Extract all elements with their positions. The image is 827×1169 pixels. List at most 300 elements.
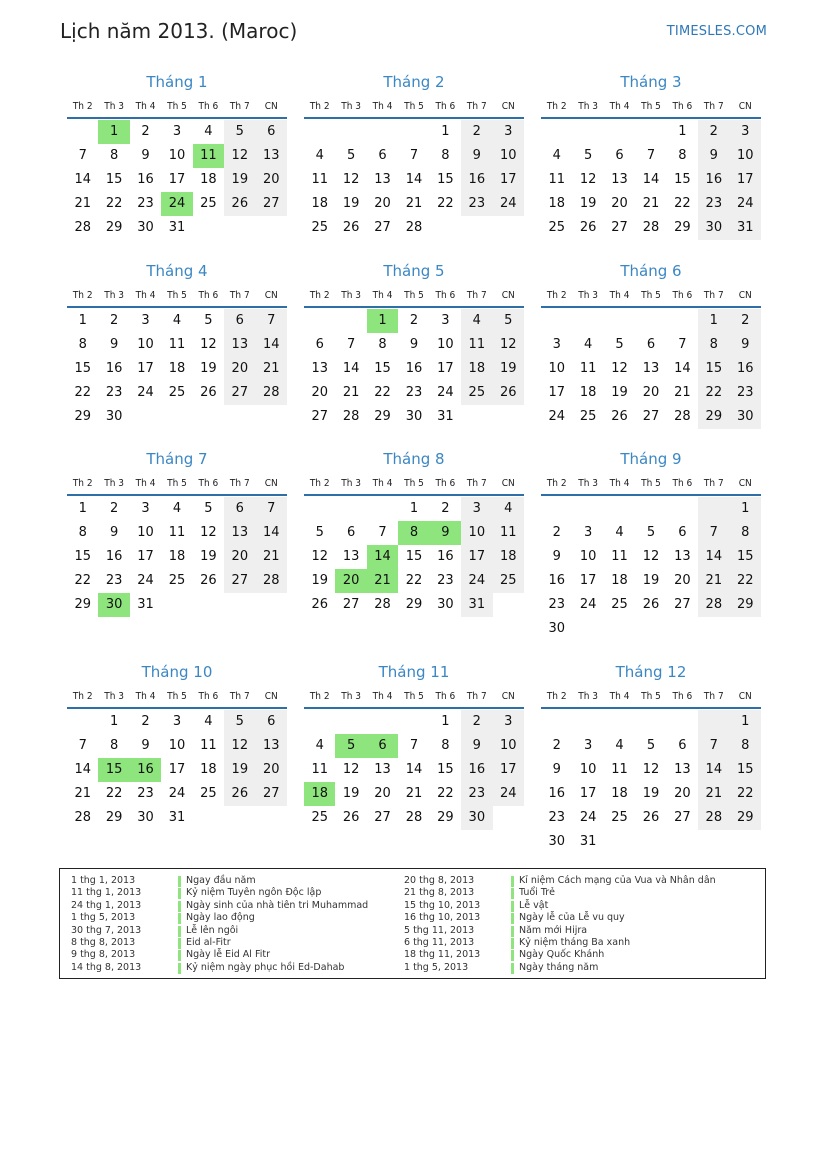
day-cell: 20 — [256, 168, 287, 192]
day-cell: 18 — [200, 762, 217, 777]
month-calendar — [541, 662, 761, 854]
day-cell: 20 — [374, 196, 391, 211]
day-cell: 1 — [698, 309, 729, 333]
month-calendar — [304, 72, 524, 240]
holiday-marker — [511, 888, 514, 899]
day-cell: 3 — [583, 525, 593, 540]
legend-date: 11 thg 1, 2013 — [71, 887, 142, 899]
day-cell: 11 — [168, 337, 186, 352]
legend-date: 20 thg 8, 2013 — [404, 875, 475, 886]
day-cell: 19 — [200, 549, 217, 564]
day-cell: 15 — [98, 758, 129, 782]
weekday-label: Th 4 — [609, 478, 630, 489]
day-cell: 2 — [461, 120, 492, 144]
day-cell: 16 — [548, 573, 565, 588]
day-cell: 31 — [137, 597, 154, 612]
day-cell: 1 — [98, 120, 129, 144]
day-cell: 26 — [200, 573, 217, 588]
day-cell: 5 — [646, 525, 656, 540]
legend-item — [60, 900, 368, 912]
weekday-header — [304, 473, 524, 496]
holiday-marker — [178, 938, 181, 949]
weekday-label: Th 6 — [198, 290, 219, 301]
legend-item — [393, 887, 716, 899]
day-cell: 9 — [552, 762, 561, 777]
legend-date: 5 thg 11, 2013 — [404, 924, 475, 936]
month-calendar — [541, 261, 761, 429]
day-cell: 21 — [405, 196, 423, 211]
day-cell: 26 — [224, 192, 255, 216]
day-grid — [541, 309, 761, 429]
day-cell: 31 — [579, 834, 597, 849]
month-row — [67, 662, 761, 854]
day-cell: 15 — [698, 357, 729, 381]
day-cell: 14 — [642, 172, 660, 187]
day-grid — [304, 309, 524, 429]
empty-day-cell — [398, 710, 429, 734]
weekday-label: Th 5 — [167, 691, 187, 702]
day-cell: 8 — [730, 521, 761, 545]
day-cell: 6 — [646, 337, 656, 352]
day-cell: 26 — [611, 409, 628, 424]
day-cell: 23 — [461, 782, 492, 806]
day-cell: 11 — [311, 172, 328, 187]
weekday-label: Th 6 — [435, 290, 456, 301]
month-calendar — [541, 449, 761, 641]
month-name: Tháng 10 — [141, 663, 213, 681]
weekday-label: Th 2 — [309, 101, 330, 112]
weekday-label: Th 5 — [404, 290, 424, 301]
day-cell: 20 — [224, 357, 255, 381]
weekday-label: Th 6 — [198, 478, 219, 489]
weekday-label: Th 2 — [72, 691, 93, 702]
weekday-header — [67, 96, 287, 119]
weekday-label: Th 6 — [435, 478, 456, 489]
day-cell: 22 — [105, 196, 123, 211]
legend-date: 8 thg 8, 2013 — [71, 936, 136, 948]
weekday-label: Th 2 — [546, 691, 567, 702]
day-cell: 16 — [137, 172, 154, 187]
day-cell: 25 — [200, 786, 217, 801]
day-cell: 11 — [611, 762, 628, 777]
day-cell: 14 — [342, 361, 360, 376]
empty-day-cell — [430, 216, 461, 240]
day-cell: 18 — [304, 782, 335, 806]
day-cell: 26 — [224, 782, 255, 806]
empty-day-cell — [161, 405, 192, 429]
day-cell: 3 — [441, 313, 450, 328]
holiday-marker — [178, 876, 181, 887]
weekday-label: Th 3 — [104, 691, 125, 702]
weekday-label: Th 7 — [466, 691, 487, 702]
weekday-label: Th 3 — [341, 691, 362, 702]
legend-date: 6 thg 11, 2013 — [404, 936, 475, 948]
day-cell: 4 — [204, 714, 213, 729]
day-cell: 4 — [583, 337, 593, 352]
empty-day-cell — [698, 497, 729, 521]
day-cell: 21 — [342, 385, 360, 400]
weekday-label: Th 2 — [309, 478, 330, 489]
weekday-label: Th 7 — [703, 691, 724, 702]
day-grid — [541, 120, 761, 240]
day-cell: 3 — [552, 337, 561, 352]
legend-item — [393, 949, 716, 961]
legend-holiday-name: Ngày tháng năm — [519, 961, 599, 973]
empty-day-cell — [604, 497, 635, 521]
weekday-label: Th 4 — [135, 290, 156, 301]
legend-item — [60, 962, 368, 974]
month-row — [67, 72, 761, 240]
weekday-label: Th 6 — [198, 691, 219, 702]
day-cell: 21 — [405, 786, 423, 801]
day-cell: 30 — [137, 810, 154, 825]
day-grid — [67, 497, 287, 617]
day-cell: 11 — [461, 333, 492, 357]
day-cell: 3 — [583, 738, 593, 753]
day-cell: 4 — [315, 148, 324, 163]
day-cell: 19 — [642, 573, 660, 588]
day-cell: 28 — [642, 220, 660, 235]
empty-day-cell — [367, 497, 398, 521]
empty-day-cell — [461, 405, 492, 429]
day-cell: 13 — [342, 549, 360, 564]
weekday-header — [304, 686, 524, 709]
day-cell: 29 — [74, 597, 91, 612]
day-cell: 10 — [579, 762, 597, 777]
empty-day-cell — [667, 309, 698, 333]
legend-date: 16 thg 10, 2013 — [404, 912, 481, 924]
empty-day-cell — [730, 617, 761, 641]
weekday-label: Th 7 — [703, 101, 724, 112]
month-name: Tháng 5 — [383, 262, 445, 280]
day-cell: 3 — [493, 120, 524, 144]
day-cell: 27 — [674, 810, 691, 825]
weekday-label: Th 7 — [229, 691, 250, 702]
day-cell: 15 — [730, 545, 761, 569]
month-name: Tháng 3 — [620, 73, 682, 91]
day-cell: 25 — [611, 597, 628, 612]
legend-item — [393, 900, 716, 912]
weekday-label: Th 7 — [466, 478, 487, 489]
day-cell: 1 — [367, 309, 398, 333]
day-cell: 17 — [493, 168, 524, 192]
day-cell: 15 — [374, 361, 391, 376]
empty-day-cell — [541, 120, 572, 144]
day-cell: 31 — [437, 409, 454, 424]
legend-column-right — [393, 875, 716, 974]
day-cell: 9 — [109, 337, 119, 352]
day-cell: 16 — [405, 361, 423, 376]
day-cell: 2 — [109, 313, 119, 328]
day-cell: 18 — [579, 385, 597, 400]
empty-day-cell — [193, 405, 224, 429]
day-cell: 2 — [552, 525, 561, 540]
empty-day-cell — [256, 593, 287, 617]
day-cell: 24 — [579, 810, 597, 825]
weekday-label: CN — [501, 290, 515, 301]
day-cell: 19 — [311, 573, 328, 588]
day-cell: 21 — [74, 196, 91, 211]
holiday-marker — [178, 888, 181, 899]
day-cell: 8 — [109, 738, 119, 753]
day-cell: 21 — [698, 569, 729, 593]
weekday-label: CN — [264, 478, 278, 489]
day-cell: 28 — [674, 409, 691, 424]
empty-day-cell — [161, 593, 192, 617]
day-cell: 5 — [204, 501, 213, 516]
day-cell: 16 — [698, 168, 729, 192]
weekday-header — [304, 285, 524, 308]
day-cell: 6 — [367, 734, 398, 758]
day-cell: 2 — [141, 714, 150, 729]
day-grid — [541, 497, 761, 641]
day-cell: 16 — [461, 168, 492, 192]
day-cell: 28 — [256, 569, 287, 593]
day-cell: 17 — [461, 545, 492, 569]
day-cell: 1 — [730, 497, 761, 521]
day-cell: 10 — [493, 734, 524, 758]
day-cell: 5 — [646, 738, 656, 753]
day-cell: 1 — [441, 124, 450, 139]
empty-day-cell — [493, 593, 524, 617]
legend-holiday-name: Eid al-Fitr — [186, 936, 231, 948]
holiday-marker — [178, 963, 181, 974]
day-cell: 19 — [224, 168, 255, 192]
weekday-label: CN — [501, 478, 515, 489]
legend-date: 14 thg 8, 2013 — [71, 961, 142, 973]
weekday-label: Th 7 — [229, 290, 250, 301]
day-cell: 24 — [579, 597, 597, 612]
legend-item — [60, 875, 368, 887]
day-cell: 3 — [172, 714, 182, 729]
weekday-label: Th 2 — [309, 290, 330, 301]
holiday-marker — [511, 901, 514, 912]
day-cell: 23 — [105, 385, 123, 400]
empty-day-cell — [398, 120, 429, 144]
day-cell: 7 — [698, 521, 729, 545]
day-cell: 8 — [678, 148, 687, 163]
day-cell: 15 — [674, 172, 691, 187]
empty-day-cell — [256, 405, 287, 429]
day-cell: 25 — [311, 810, 328, 825]
day-cell: 6 — [346, 525, 356, 540]
month-calendar — [304, 449, 524, 641]
day-cell: 17 — [437, 361, 454, 376]
month-calendar — [67, 72, 287, 240]
legend-date: 15 thg 10, 2013 — [404, 899, 481, 911]
empty-day-cell — [667, 830, 698, 854]
day-cell: 9 — [409, 337, 419, 352]
holiday-marker — [511, 926, 514, 937]
weekday-label: CN — [738, 691, 752, 702]
day-cell: 11 — [168, 525, 186, 540]
empty-day-cell — [304, 710, 335, 734]
day-cell: 7 — [78, 148, 87, 163]
day-cell: 18 — [200, 172, 217, 187]
day-cell: 2 — [109, 501, 119, 516]
holiday-marker — [178, 901, 181, 912]
day-cell: 24 — [730, 192, 761, 216]
weekday-label: Th 7 — [229, 478, 250, 489]
day-cell: 5 — [615, 337, 624, 352]
weekday-label: Th 2 — [72, 101, 93, 112]
day-cell: 28 — [256, 381, 287, 405]
day-cell: 17 — [579, 786, 597, 801]
day-cell: 8 — [398, 521, 429, 545]
weekday-label: Th 3 — [578, 478, 599, 489]
day-cell: 26 — [311, 597, 328, 612]
day-cell: 20 — [335, 569, 366, 593]
day-cell: 11 — [193, 144, 224, 168]
day-cell: 4 — [172, 313, 182, 328]
day-cell: 23 — [730, 381, 761, 405]
day-cell: 17 — [168, 762, 186, 777]
empty-day-cell — [667, 497, 698, 521]
day-cell: 9 — [730, 333, 761, 357]
empty-day-cell — [635, 497, 666, 521]
day-cell: 27 — [256, 192, 287, 216]
day-cell: 19 — [200, 361, 217, 376]
day-cell: 7 — [409, 738, 419, 753]
day-cell: 12 — [642, 549, 660, 564]
empty-day-cell — [193, 806, 224, 830]
day-cell: 29 — [105, 810, 123, 825]
day-cell: 3 — [730, 120, 761, 144]
day-cell: 4 — [461, 309, 492, 333]
day-cell: 23 — [548, 597, 565, 612]
empty-day-cell — [604, 830, 635, 854]
empty-day-cell — [67, 710, 98, 734]
weekday-label: CN — [264, 290, 278, 301]
empty-day-cell — [698, 830, 729, 854]
day-cell: 13 — [224, 521, 255, 545]
month-name: Tháng 2 — [383, 73, 445, 91]
holiday-marker — [511, 876, 514, 887]
day-cell: 4 — [493, 497, 524, 521]
weekday-label: Th 6 — [672, 478, 693, 489]
site-link[interactable]: TIMESLES.COM — [666, 24, 767, 39]
empty-day-cell — [541, 497, 572, 521]
day-cell: 5 — [346, 148, 356, 163]
day-cell: 12 — [224, 144, 255, 168]
day-cell: 8 — [441, 148, 450, 163]
weekday-label: Th 4 — [609, 290, 630, 301]
weekday-label: Th 4 — [609, 691, 630, 702]
day-cell: 25 — [579, 409, 597, 424]
day-cell: 10 — [137, 337, 154, 352]
weekday-label: Th 5 — [641, 101, 661, 112]
empty-day-cell — [667, 617, 698, 641]
day-grid — [304, 497, 524, 617]
day-cell: 23 — [698, 192, 729, 216]
day-cell: 14 — [256, 521, 287, 545]
day-cell: 25 — [548, 220, 565, 235]
day-cell: 7 — [346, 337, 356, 352]
empty-day-cell — [604, 309, 635, 333]
weekday-label: CN — [738, 101, 752, 112]
weekday-label: Th 5 — [167, 478, 187, 489]
day-cell: 25 — [493, 569, 524, 593]
weekday-label: Th 6 — [198, 101, 219, 112]
day-cell: 1 — [409, 501, 419, 516]
day-cell: 27 — [224, 381, 255, 405]
day-cell: 24 — [437, 385, 454, 400]
day-cell: 21 — [256, 357, 287, 381]
day-cell: 18 — [311, 196, 328, 211]
empty-day-cell — [335, 120, 366, 144]
day-cell: 13 — [311, 361, 328, 376]
empty-day-cell — [224, 216, 255, 240]
month-row — [67, 449, 761, 641]
empty-day-cell — [572, 309, 603, 333]
day-cell: 13 — [611, 172, 628, 187]
day-cell: 3 — [172, 124, 182, 139]
month-name: Tháng 12 — [615, 663, 687, 681]
weekday-label: Th 6 — [672, 691, 693, 702]
holiday-marker — [511, 963, 514, 974]
weekday-label: Th 4 — [372, 290, 393, 301]
day-cell: 14 — [74, 762, 91, 777]
day-cell: 6 — [224, 309, 255, 333]
weekday-header — [304, 96, 524, 119]
day-cell: 20 — [674, 786, 691, 801]
weekday-label: Th 5 — [404, 101, 424, 112]
day-cell: 27 — [674, 597, 691, 612]
weekday-label: Th 6 — [435, 691, 456, 702]
day-cell: 7 — [698, 734, 729, 758]
day-cell: 24 — [548, 409, 565, 424]
weekday-label: Th 7 — [703, 290, 724, 301]
empty-day-cell — [304, 497, 335, 521]
day-cell: 12 — [493, 333, 524, 357]
day-cell: 29 — [698, 405, 729, 429]
holiday-marker — [511, 913, 514, 924]
empty-day-cell — [604, 120, 635, 144]
day-cell: 30 — [730, 405, 761, 429]
empty-day-cell — [193, 593, 224, 617]
day-cell: 15 — [405, 549, 423, 564]
day-cell: 23 — [105, 573, 123, 588]
weekday-label: Th 5 — [167, 101, 187, 112]
legend-item — [60, 912, 368, 924]
weekday-header — [67, 686, 287, 709]
day-cell: 11 — [493, 521, 524, 545]
legend-holiday-name: Ngày lao động — [186, 912, 255, 924]
day-cell: 8 — [730, 734, 761, 758]
day-cell: 30 — [461, 806, 492, 830]
day-cell: 9 — [141, 738, 150, 753]
day-cell: 4 — [552, 148, 561, 163]
weekday-label: Th 2 — [546, 478, 567, 489]
empty-day-cell — [635, 617, 666, 641]
legend-holiday-name: Ngày lễ Eid Al Fitr — [186, 949, 270, 961]
day-cell: 15 — [105, 172, 123, 187]
legend-holiday-name: Kỷ niệm ngày phục hồi Ed-Dahab — [186, 961, 345, 973]
month-calendar — [541, 72, 761, 240]
day-cell: 10 — [548, 361, 565, 376]
holiday-marker — [178, 926, 181, 937]
day-cell: 2 — [730, 309, 761, 333]
day-cell: 5 — [335, 734, 366, 758]
legend-item — [393, 925, 716, 937]
day-grid — [304, 120, 524, 240]
day-cell: 16 — [437, 549, 454, 564]
day-cell: 21 — [74, 786, 91, 801]
month-calendar — [67, 261, 287, 429]
day-cell: 25 — [168, 385, 186, 400]
day-cell: 7 — [256, 497, 287, 521]
month-name: Tháng 6 — [620, 262, 682, 280]
